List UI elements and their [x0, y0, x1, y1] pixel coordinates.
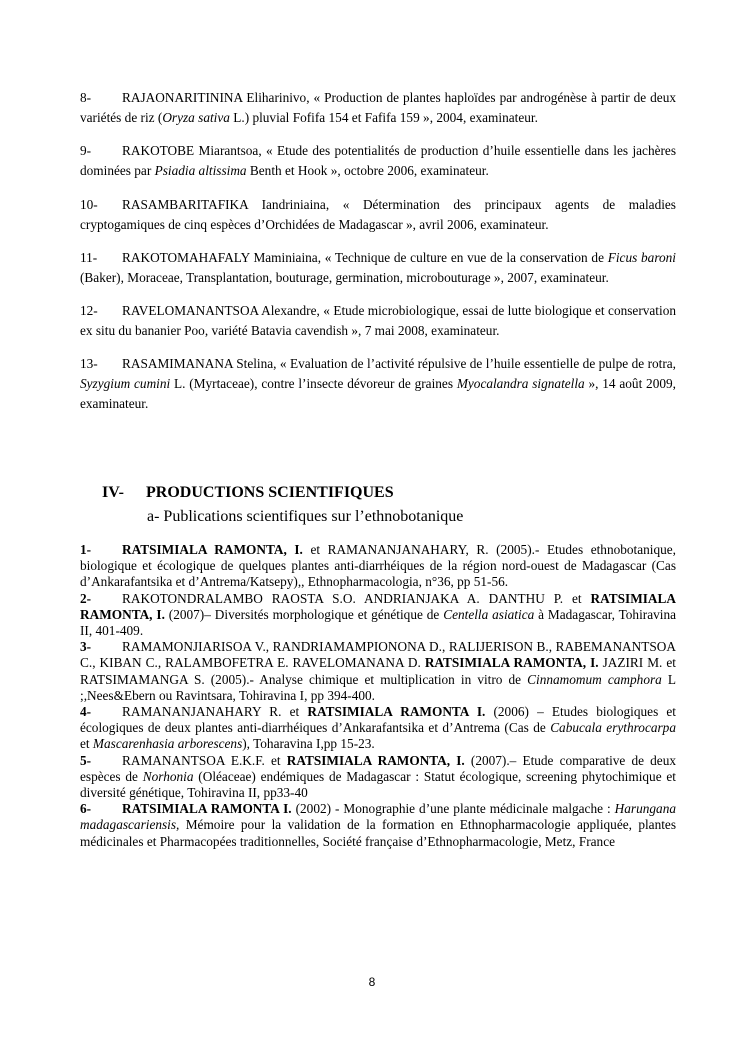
publication-text: (Oléaceae) endémiques de Madagascar : Statut écologique, screening phytochimique et diversité génétique, Tohiravina II, pp33-40 [80, 768, 676, 801]
item-text: RASAMBARITAFIKA Iandriniaina, « Détermination des principaux agents de maladies cryptogamiques de cinq espèces d’Orchidées de Madagascar », avril 2006, examinateur. [80, 196, 676, 232]
publication-number: 2- [80, 590, 92, 606]
publication-text: RAMANANTSOA E.K.F. et [122, 752, 287, 768]
item-number: 10- [80, 196, 98, 212]
item-text: L.) pluvial Fofifa 154 et Fafifa 159 », 2004, examinateur. [229, 110, 538, 125]
publication-text: Mémoire pour la validation de la formation en Ethnopharmacologie appliquée, plantes médicinales et Pharmacopées traditionnelles, Société française d’Ethnopharmacologie, Metz, France [80, 817, 676, 849]
section-heading [102, 484, 394, 502]
species-italic: Norhonia [142, 768, 194, 784]
item-text: RAJAONARITININA Eliharinivo, « Production de plantes haploïdes par androgénèse à partir de deux variétés de riz ( [80, 90, 676, 125]
examiner-list [80, 88, 676, 426]
publication-text: (2002) - Monographie d’une plante médicinale malgache : [291, 801, 615, 817]
publication-number: 1- [80, 542, 92, 557]
species-italic: Cabucala erythrocarpa [550, 720, 676, 736]
species-italic: Harungana madagascariensis, [80, 801, 676, 833]
item-text: (Baker), Moraceae, Transplantation, bouturage, germination, microbouturage », 2007, examinateur. [80, 269, 609, 285]
publication-list [80, 542, 676, 850]
publication-item [80, 801, 676, 850]
author-bold: RATSIMIALA RAMONTA I. [122, 801, 292, 817]
publication-item [80, 639, 676, 704]
list-item [80, 141, 676, 181]
item-text: RAKOTOBE Miarantsoa, « Etude des potentialités de production d’huile essentielle dans les jachères dominées par [80, 143, 676, 179]
publication-text: (2006) – Etudes biologiques et écologiques de deux plantes anti-diarrhéiques d’Ankarafantsika et d’Antrema (Cas de [80, 704, 676, 736]
item-number: 13- [80, 356, 98, 372]
publication-text: RAKOTONDRALAMBO RAOSTA S.O. ANDRIANJAKA A. DANTHU P. et [122, 590, 591, 606]
item-number: 9- [80, 143, 92, 159]
author-bold: RATSIMIALA RAMONTA, I. [80, 590, 676, 622]
publication-item [80, 753, 676, 802]
publication-text: L ;,Nees&Ebern ou Ravintsara, Tohiravina I, pp 394-400. [80, 671, 677, 703]
author-bold: RATSIMIALA RAMONTA, I. [286, 752, 465, 768]
section-numeral: IV- [102, 484, 124, 501]
list-item [80, 195, 676, 235]
publication-item [80, 542, 676, 591]
publication-text: ), Toharavina I,pp 15-23. [242, 736, 375, 752]
item-text: RASAMIMANANA Stelina, « Evaluation de l’activité répulsive de l’huile essentielle de pulpe de rotra, [122, 356, 676, 372]
publication-text: (2007)– Diversités morphologique et génétique de [164, 606, 444, 622]
item-italic: Ficus baroni [607, 249, 676, 265]
list-item [80, 354, 676, 414]
item-italic: Syzygium cumini [80, 376, 171, 392]
list-item [80, 88, 676, 128]
publication-number: 4- [80, 704, 92, 720]
item-text: L. (Myrtaceae), contre l’insecte dévoreur de graines [170, 376, 457, 392]
species-italic: Centella asiatica [443, 606, 535, 622]
publication-text: JAZIRI M. et RATSIMAMANGA S. (2005).- Analyse chimique et multiplication in vitro de [80, 655, 676, 687]
page-number: 8 [368, 975, 376, 989]
item-number: 11- [80, 249, 98, 265]
section-title: PRODUCTIONS SCIENTIFIQUES [146, 484, 394, 501]
item-italic: Oryza sativa [162, 110, 230, 125]
publication-text: à Madagascar, Tohiravina II, 401-409. [80, 606, 676, 639]
publication-text: et RAMANANJANAHARY, R. (2005).- Etudes ethnobotanique, biologique et écologique de quelques plantes anti-diarrhéiques de la région nord-ouest de Madagascar (Cas d’Ankarafantsika et d’Antrema/Katsepy),, Ethnopharmacologia, n°36, pp 51-56. [80, 542, 676, 590]
author-bold: RATSIMIALA RAMONTA I. [307, 704, 486, 720]
item-text: », 14 août 2009, examinateur. [80, 376, 676, 412]
author-bold: RATSIMIALA RAMONTA, I. [122, 542, 303, 557]
author-bold: RATSIMIALA RAMONTA, I. [424, 655, 599, 671]
species-italic: Cinnamomum camphora [527, 671, 662, 687]
item-italic: Psiadia altissima [154, 163, 247, 179]
species-italic: Mascarenhasia arborescens [92, 736, 243, 752]
item-text: RAVELOMANANTSOA Alexandre, « Etude microbiologique, essai de lutte biologique et conservation ex situ du bananier Poo, variété Batavia cavendish », 7 mai 2008, examinateur. [80, 303, 676, 339]
list-item [80, 301, 676, 341]
publication-text: RAMAMONJIARISOA V., RANDRIAMAMPIONONA D., RALIJERISON B., RABEMANANTSOA C., KIBAN C., RALAMBOFETRA E. RAVELOMANANA D. [80, 639, 676, 671]
item-number: 8- [80, 90, 92, 105]
item-number: 12- [80, 303, 98, 319]
publication-text: (2007).– Etude comparative de deux espèces de [80, 752, 676, 784]
publication-text: et [80, 736, 93, 752]
item-text: RAKOTOMAHAFALY Maminiaina, « Technique de culture en vue de la conservation de [122, 249, 608, 265]
list-item [80, 248, 676, 288]
publication-number: 5- [80, 752, 92, 768]
publication-number: 6- [80, 801, 92, 817]
item-text: Benth et Hook », octobre 2006, examinateur. [246, 163, 489, 179]
publication-item [80, 591, 676, 640]
publication-item [80, 704, 676, 753]
publication-text: RAMANANJANAHARY R. et [122, 704, 308, 720]
publication-number: 3- [80, 639, 92, 655]
section-subtitle: a- Publications scientifiques sur l’ethnobotanique [147, 508, 464, 525]
item-italic: Myocalandra signatella [456, 376, 585, 392]
